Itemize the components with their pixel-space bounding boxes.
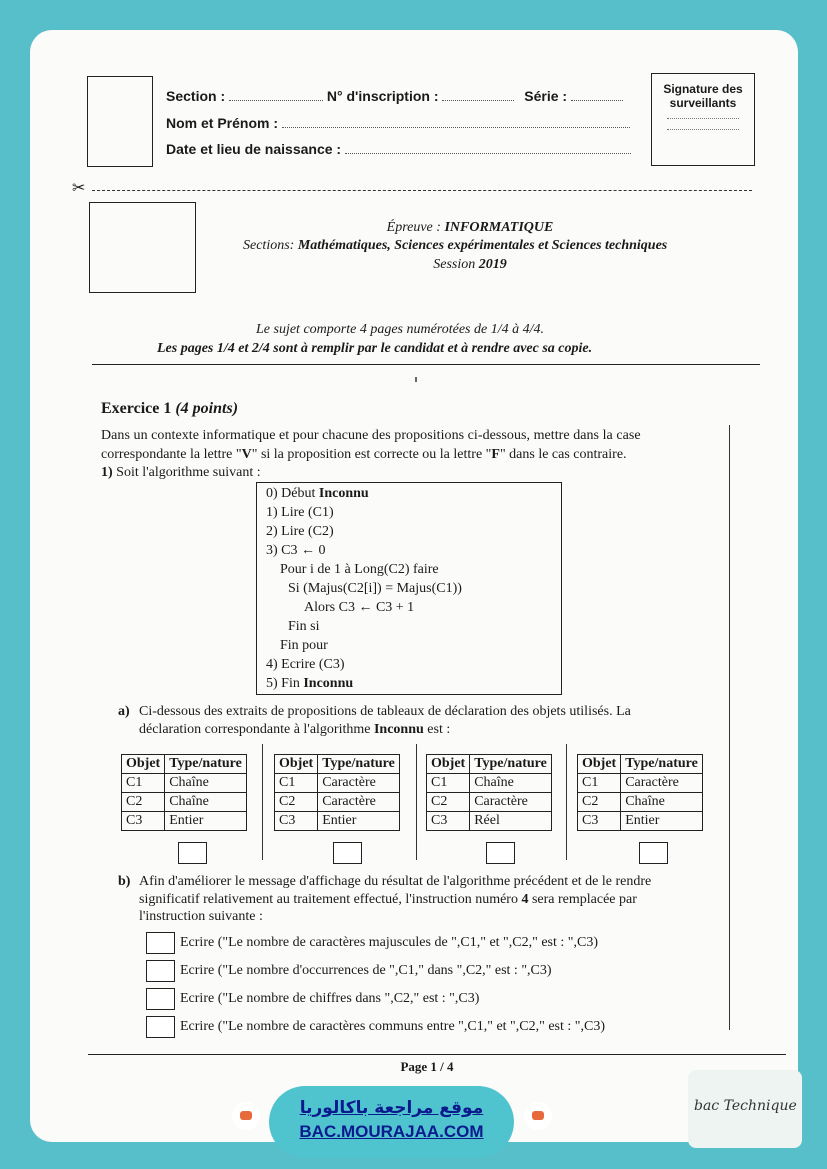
declaration-table-2: Objet Type/nature C1 Caractère C2 Caractère C3 Entier	[274, 754, 400, 831]
answer-box-table-1[interactable]	[178, 842, 207, 864]
answer-box-table-4[interactable]	[639, 842, 668, 864]
code-box	[89, 202, 196, 293]
serie-label: Série :	[524, 88, 568, 104]
option-2-text: Ecrire ("Le nombre d'occurrences de ",C1," dans ",C2," est : ",C3)	[180, 963, 552, 978]
date-label: Date et lieu de naissance :	[166, 141, 342, 157]
answer-box-table-2[interactable]	[333, 842, 362, 864]
exercise-title: Exercice 1 (4 points)	[101, 400, 239, 417]
answer-box-option-3[interactable]	[146, 988, 175, 1010]
signature-box	[651, 73, 755, 166]
photo-box	[87, 76, 153, 167]
table-divider-1	[262, 744, 263, 860]
option-1-text: Ecrire ("Le nombre de caractères majuscules de ",C1," et ",C2," est : ",C3)	[180, 935, 598, 950]
section-label: Section :	[166, 88, 226, 104]
note-1: Le sujet comporte 4 pages numérotées de 1/4 à 4/4.	[256, 322, 544, 337]
cut-line	[92, 190, 752, 191]
page-number: Page 1 / 4	[400, 1059, 454, 1074]
part-b-line-1: Afin d'améliorer le message d'affichage du résultat de l'algorithme précédent et de le rendre	[139, 874, 652, 889]
part-b-line-2: significatif relativement au traitement effectué, l'instruction numéro 4 sera remplacée par	[139, 892, 637, 907]
site-logo-left	[232, 1102, 260, 1130]
bac-technique-logo	[688, 1070, 802, 1148]
nom-label: Nom et Prénom :	[166, 115, 279, 131]
declaration-table-4: Objet Type/nature C1 Caractère C2 Chaîne C3 Entier	[577, 754, 703, 831]
option-4-text: Ecrire ("Le nombre de caractères communs entre ",C1," et ",C2," est : ",C3)	[180, 1019, 605, 1034]
site-logo-right	[524, 1102, 552, 1130]
banner-url[interactable]: BAC.MOURAJAA.COM	[299, 1122, 484, 1141]
divider-top	[92, 364, 760, 365]
signature-label: Signature des surveillants	[663, 82, 743, 110]
part-b-label: b)	[118, 874, 131, 889]
answer-box-option-4[interactable]	[146, 1016, 175, 1038]
table-divider-3	[566, 744, 567, 860]
option-3-text: Ecrire ("Le nombre de chiffres dans ",C2," est : ",C3)	[180, 991, 480, 1006]
answer-box-table-3[interactable]	[486, 842, 515, 864]
answer-box-option-1[interactable]	[146, 932, 175, 954]
table-divider-2	[416, 744, 417, 860]
margin-line	[729, 425, 730, 1030]
declaration-table-3: Objet Type/nature C1 Chaîne C2 Caractère C3 Réel	[426, 754, 552, 831]
intro-line-1: Dans un contexte informatique et pour chacune des propositions ci-dessous, mettre dans la case	[101, 428, 641, 443]
note-2: Les pages 1/4 et 2/4 sont à remplir par le candidat et à rendre avec sa copie.	[157, 341, 593, 356]
algorithm-box: 0) Début Inconnu 1) Lire (C1) 2) Lire (C2) 3) C3 ← 0 Pour i de 1 à Long(C2) faire Si (Majus(C2[i]) = Majus(C1)) Alors C3 ← C3 + 1 Fin si Fin pour 4) Ecrire (C3) 5) Fin Inconnu	[256, 482, 562, 695]
part-a-line-1: Ci-dessous des extraits de propositions de tableaux de déclaration des objets utilisés. La	[139, 704, 631, 719]
session-line: Session 2019	[433, 257, 507, 272]
banner-arabic-text[interactable]: موقع مراجعة باكالوريا	[299, 1098, 484, 1118]
intro-line-2: correspondante la lettre "V" si la proposition est correcte ou la lettre "F" dans le cas contraire.	[101, 447, 627, 462]
declaration-table-1: Objet Type/nature C1 Chaîne C2 Chaîne C3 Entier	[121, 754, 247, 831]
small-dot	[415, 377, 417, 382]
nom-line	[166, 115, 630, 131]
epreuve-title: INFORMATIQUE	[444, 220, 554, 235]
epreuve-line: Épreuve : INFORMATIQUE	[386, 220, 554, 235]
inscription-label: N° d'inscription :	[326, 88, 439, 104]
answer-box-option-2[interactable]	[146, 960, 175, 982]
logo-text: bac Technique	[694, 1098, 797, 1114]
date-line	[166, 141, 631, 157]
sections-list: Mathématiques, Sciences expérimentales et Sciences techniques	[297, 238, 668, 253]
scissors-icon: ✂	[72, 178, 86, 197]
sections-line: Sections: Mathématiques, Sciences expérimentales et Sciences techniques	[243, 238, 668, 253]
session-year: 2019	[478, 257, 507, 272]
question-1: 1) Soit l'algorithme suivant :	[101, 465, 261, 480]
site-banner[interactable]	[269, 1086, 514, 1158]
section-line	[166, 88, 623, 104]
part-b-line-3: l'instruction suivante :	[139, 909, 263, 924]
divider-bottom	[88, 1054, 786, 1055]
part-a-label: a)	[118, 704, 130, 719]
part-a-line-2: déclaration correspondante à l'algorithme Inconnu est :	[139, 722, 451, 737]
